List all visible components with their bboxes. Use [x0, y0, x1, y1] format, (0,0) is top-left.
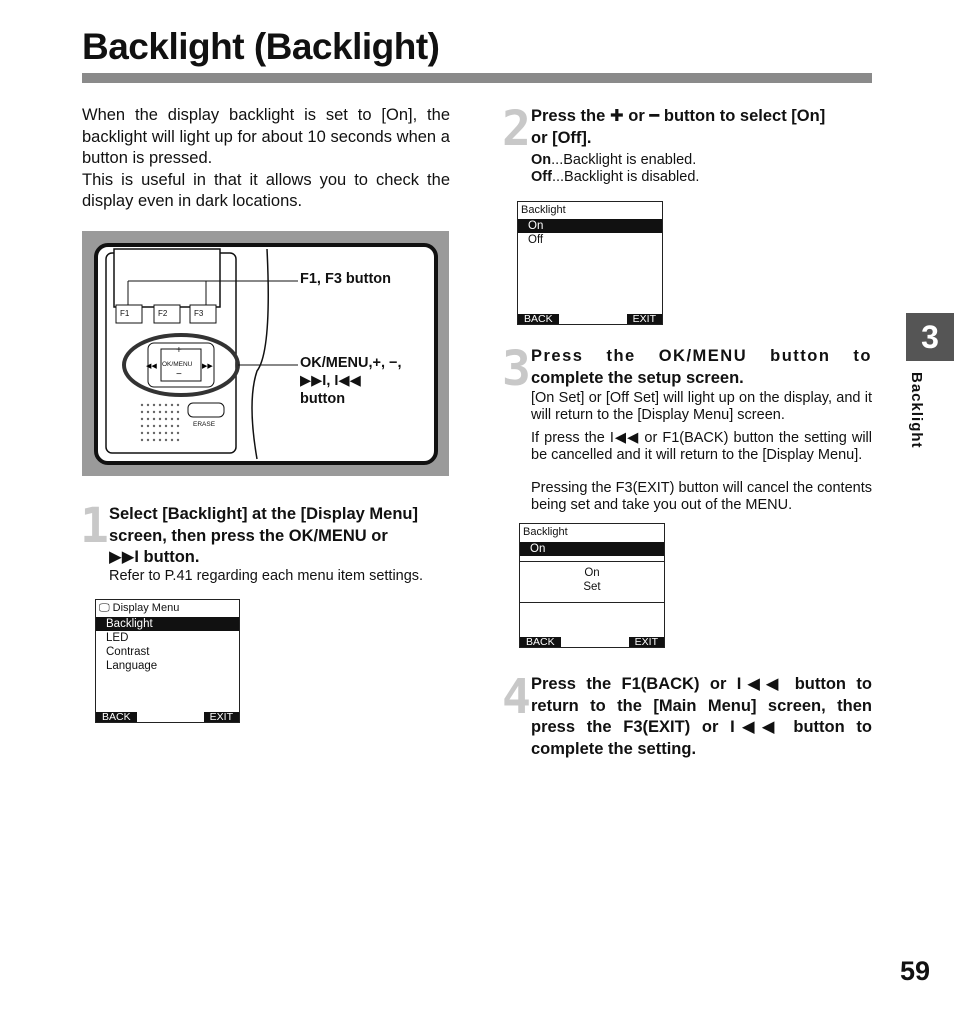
backlight-set-screen [519, 523, 665, 648]
step3-heading [531, 346, 872, 389]
step1-heading-line1: Select [Backlight] at the [Display Menu] [109, 505, 418, 523]
display-menu-title: Display Menu [112, 602, 180, 614]
exit-softkey: EXIT [204, 712, 239, 722]
step2-heading-line2: or [Off]. [531, 128, 592, 147]
step3-number: 3 [502, 341, 531, 397]
intro-paragraph-2: This is useful in that it allows you to check the display even in dark locations. [82, 170, 450, 210]
on-description: ...Backlight is enabled. [551, 152, 697, 168]
title-rule [82, 73, 872, 83]
menu-item-backlight-selected: Backlight [96, 617, 239, 631]
option-off: Off [528, 234, 544, 246]
off-description: ...Backlight is disabled. [551, 169, 700, 185]
step1-number: 1 [80, 498, 109, 554]
step2-number: 2 [502, 101, 531, 157]
minus-key-label: − [176, 369, 182, 380]
intro-text [82, 105, 450, 213]
step3-heading-line2: complete the setup screen. [531, 368, 744, 387]
step4-heading-line2: return to the [Main Menu] screen, then [531, 696, 872, 715]
step2-heading-line1: Press the ✚ or ━ button to select [On] [531, 107, 826, 125]
exit-softkey: EXIT [627, 314, 662, 324]
step1-heading [109, 504, 450, 569]
back-softkey: BACK [96, 712, 137, 722]
chapter-tab: 3 [906, 313, 954, 361]
step3-paragraph-3: Pressing the F3(EXIT) button will cancel the contents being set and take you out of the MENU. [531, 480, 872, 513]
intro-paragraph-1: When the display backlight is set to [On], the backlight will light up for about 10 seconds when a button is pressed. [82, 106, 450, 167]
menu-item-language: Language [106, 660, 158, 672]
step4-number: 4 [502, 669, 531, 725]
step3-heading-line1: Press the OK/MENU button to [531, 347, 872, 365]
svg-text:▶▶: ▶▶ [202, 363, 213, 370]
popup-line-set: Set [583, 581, 601, 593]
monitor-icon: 🖵 [99, 602, 110, 614]
callout-okmenu-line1: OK/MENU,+, −, [300, 355, 402, 371]
option-on-selected: On [518, 219, 662, 233]
callout-okmenu [300, 354, 402, 408]
f1-key-label: F1 [120, 309, 130, 318]
callout-okmenu-line3: button [300, 391, 346, 407]
svg-text:◀◀: ◀◀ [146, 363, 157, 370]
display-menu-screen [95, 599, 240, 723]
set-confirmation-popup [520, 561, 664, 603]
display-menu-header [99, 602, 179, 615]
backlight-screen-header: Backlight [523, 526, 568, 538]
backlight-screen-header: Backlight [521, 204, 566, 216]
f3-key-label: F3 [194, 309, 204, 318]
exit-softkey: EXIT [629, 637, 664, 647]
step4-heading [531, 674, 872, 760]
step3-paragraph-1: [On Set] or [Off Set] will light up on the display, and it will return to the [Display Menu] screen. [531, 390, 872, 423]
back-softkey: BACK [518, 314, 559, 324]
step2-body [531, 152, 872, 186]
step1-heading-line2: screen, then press the OK/MENU or [109, 526, 388, 545]
step2-heading [531, 106, 872, 149]
step1-body: Refer to P.41 regarding each menu item settings. [109, 568, 424, 584]
f2-key-label: F2 [158, 309, 168, 318]
page-title: Backlight (Backlight) [82, 26, 440, 67]
menu-item-contrast: Contrast [106, 646, 150, 658]
step3-paragraph-2: If press the I◀◀ or F1(BACK) button the setting will be cancelled and it will return to the [Display Menu]. [531, 430, 872, 463]
on-term: On [531, 152, 552, 168]
off-term: Off [531, 169, 552, 185]
backlight-select-screen [517, 201, 663, 325]
plus-key-label: + [176, 345, 182, 356]
erase-key-label: ERASE [193, 421, 216, 428]
chapter-label: Backlight [908, 372, 925, 449]
option-on-selected: On [520, 542, 664, 556]
popup-line-on: On [584, 567, 600, 579]
step1-heading-line3: ▶▶I button. [109, 548, 200, 566]
step4-heading-line1: Press the F1(BACK) or I◀◀ button to [531, 675, 872, 693]
callout-f1-f3: F1, F3 button [300, 271, 392, 287]
okmenu-key-label: OK/MENU [162, 361, 193, 368]
callout-okmenu-line2: ▶▶I, I◀◀ [300, 373, 361, 389]
menu-item-led: LED [106, 632, 129, 644]
back-softkey: BACK [520, 637, 561, 647]
page-number: 59 [900, 956, 931, 986]
step4-heading-line4: complete the setting. [531, 739, 697, 758]
step4-heading-line3: press the F3(EXIT) or I◀◀ button to [531, 718, 872, 736]
